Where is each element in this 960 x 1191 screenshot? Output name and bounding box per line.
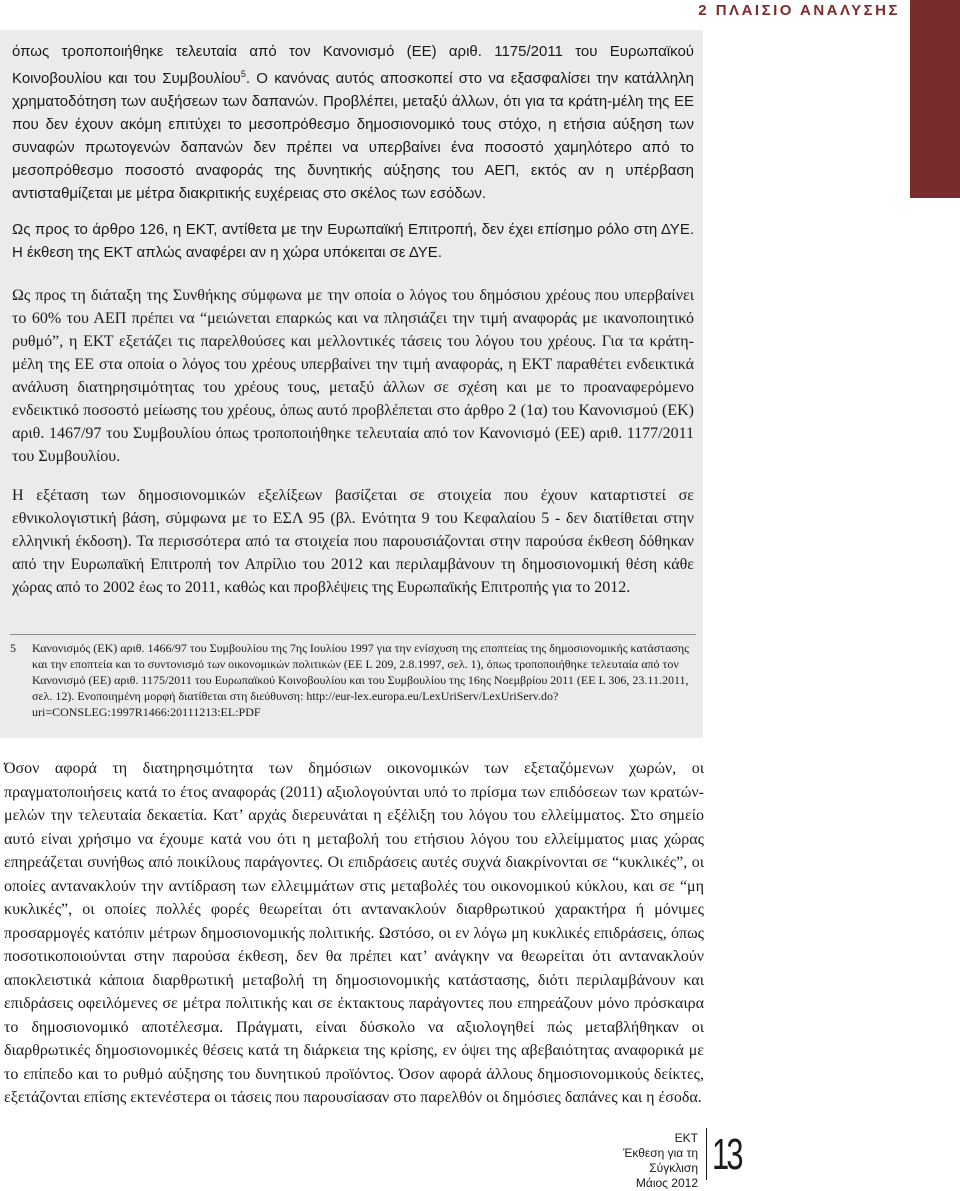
page-number: 13 [712,1130,741,1179]
box-paragraph-1-text-a: όπως τροποποιήθηκε τελευταία από τον Κανονισμό (ΕΕ) αριθ. 1175/2011 του Ευρωπαϊκού Κοινοβουλίου και του Συμβουλίου [12,43,694,87]
main-paragraph: Όσον αφορά τη διατηρησιμότητα των δημόσιων οικονομικών των εξεταζόμενων χωρών, οι πραγματοποιήσεις κατά το έτος αναφοράς (2011) αξιολογούνται υπό το πρίσμα των επιδόσεων των κρατών-μελών την τελευταία δεκαετία. Κατ’ αρχάς διερευνάται η εξέλιξη του λόγου του ελλείμματος. Στο σημείο αυτό είναι χρήσιμο να έχουμε κατά νου ότι η μεταβολή του ετήσιου λόγου του ελλείμματος μιας χώρας επηρεάζεται συνήθως από ποικίλους παράγοντες. Οι επιδράσεις αυτές συχνά διακρίνονται σε “κυκλικές”, οι οποίες αντανακλούν την αντίδραση των ελλειμμάτων στις μεταβολές του οικονομικού κύκλου, και σε “μη κυκλικές”, οι οποίες πολλές φορές θεωρείται ότι αντανακλούν διαρθρωτικού χαρακτήρα ή μόνιμες προσαρμογές κατόπιν μέτρων δημοσιονομικής πολιτικής. Ωστόσο, οι εν λόγω μη κυκλικές επιδράσεις, όπως ποσοτικοποιούνται στην παρούσα έκθεση, δεν θα πρέπει κατ’ ανάγκην να θεωρείται ότι αντανακλούν αποκλειστικά κάποια διαρθρωτική μεταβολή τη δημοσιονομικής κατάστασης, διότι περιλαμβάνουν και επιδράσεις οφειλόμενες σε μέτρα πολιτικής και σε έκτακτους παράγοντες που επηρεάζουν μόνο πρόσκαιρα το δημοσιονομικό αποτέλεσμα. Πράγματι, είναι δύσκολο να αξιολογηθεί πώς μεταβλήθηκαν οι διαρθρωτικές δημοσιονομικές θέσεις κατά τη διάρκεια της κρίσης, εν όψει της αβεβαιότητας αναφορικά με το επίπεδο και το ρυθμό αύξησης του δυνητικού προϊόντος. Όσον αφορά άλλους δημοσιονομικούς δείκτες, εξετάζονται επίσης εκτενέστερα οι τάσεις που παρουσίασαν στο παρελθόν οι δημόσιες δαπάνες και η έσοδα. [4,760,704,1106]
footer-date: Μάιος 2012 [635,1176,698,1190]
footer-publication: Έκθεση για τη Σύγκλιση [622,1146,698,1175]
section-title: 2 ΠΛΑΙΣΙΟ ΑΝΑΛΥΣΗΣ [698,2,900,19]
footnote-reference: 5 [240,69,246,79]
section-side-tab [910,0,960,198]
box-paragraph-1 [12,40,694,205]
analysis-box [0,30,703,738]
box-paragraph-1-text-b: . Ο κανόνας αυτός αποσκοπεί στο να εξασφαλίσει την κατάλληλη χρηματοδότηση των αυξήσεων των δαπανών. Προβλέπει, μεταξύ άλλων, ότι για τα κράτη-μέλη της ΕΕ που δεν έχουν ακόμη επιτύχει το μεσοπρόθεσμο δημοσιονομικό τους στόχο, η ετήσια αύξηση των συναφών πρωτογενών δαπανών δεν πρέπει να υπερβαίνει ένα ποσοστό χαμηλότερο από το μεσοπρόθεσμο ποσοστό αναφοράς της δυνητικής αύξησης του ΑΕΠ, εκτός αν η υπέρβαση αντισταθμίζεται με μέτρα διακριτικής ευχέρειας στο σκέλος των εσόδων. [12,70,694,202]
footnote-text: Κανονισμός (ΕΚ) αριθ. 1466/97 του Συμβουλίου της 7ης Ιουλίου 1997 για την ενίσχυση της εποπτείας της δημοσιονομικής κατάστασης και την εποπτεία και το συντονισμό των οικονομικών πολιτικών (ΕΕ L 209, 2.8.1997, σελ. 1), όπως τροποποιήθηκε τελευταία από τον Κανονισμό (ΕΕ) αριθ. 1175/2011 του Ευρωπαϊκού Κοινοβουλίου και του Συμβουλίου της 16ης Νοεμβρίου 2011 (ΕΕ L 306, 23.11.2011, σελ. 12). Ενοποιημένη μορφή διατίθεται στη διεύθυνση: http://eur-lex.europa.eu/LexUriServ/LexUriServ.do?uri=CONSLEG:1997R1466:20111213:EL:PDF [32,641,689,719]
box-paragraph-4: Η εξέταση των δημοσιονομικών εξελίξεων βασίζεται σε στοιχεία που έχουν καταρτιστεί σε εθνικολογιστική βάση, σύμφωνα με το ΕΣΛ 95 (βλ. Ενότητα 9 του Κεφαλαίου 5 - δεν διατίθεται στην ελληνική έκδοση). Τα περισσότερα από τα στοιχεία που παρουσιάζονται στην παρούσα έκθεση δόθηκαν από την Ευρωπαϊκή Επιτροπή τον Απρίλιο του 2012 και περιλαμβάνουν τη δημοσιονομική θέση κάθε χώρας από το 2002 έως το 2011, καθώς και προβλέψεις της Ευρωπαϊκής Επιτροπής για το 2012. [12,487,694,596]
footer-publisher: ΕΚΤ [674,1131,698,1145]
footnote [10,640,694,720]
footnote-divider [10,634,696,635]
box-paragraph-3: Ως προς τη διάταξη της Συνθήκης σύμφωνα με την οποία ο λόγος του δημόσιου χρέους που υπερβαίνει το 60% του ΑΕΠ πρέπει να “μειώνεται επαρκώς και να πλησιάζει την τιμή αναφοράς με ικανοποιητικό ρυθμό”, η ΕΚΤ εξετάζει τις παρελθούσες και μελλοντικές τάσεις του λόγου του χρέους. Για τα κράτη-μέλη της ΕΕ στα οποία ο λόγος του χρέους υπερβαίνει την τιμή αναφοράς, η ΕΚΤ παραθέτει ενδεικτικά ανάλυση διατηρησιμότητας του χρέους τους, μεταξύ άλλων σε σχέση και με το προαναφερόμενο ενδεικτικό ποσοστό μείωσης του χρέους, όπως αυτό προβλέπεται στο άρθρο 2 (1α) του Κανονισμού (ΕΚ) αριθ. 1467/97 του Συμβουλίου όπως τροποποιήθηκε τελευταία από τον Κανονισμό (ΕΕ) αριθ. 1177/2011 του Συμβουλίου. [12,287,694,465]
box-paragraph-2: Ως προς το άρθρο 126, η ΕΚΤ, αντίθετα με την Ευρωπαϊκή Επιτροπή, δεν έχει επίσημο ρόλο στη ΔΥΕ. Η έκθεση της ΕΚΤ απλώς αναφέρει αν η χώρα υπόκειται σε ΔΥΕ. [12,221,694,261]
footnote-number: 5 [10,641,16,655]
footer-divider [706,1128,707,1180]
page-footer [578,1131,698,1191]
